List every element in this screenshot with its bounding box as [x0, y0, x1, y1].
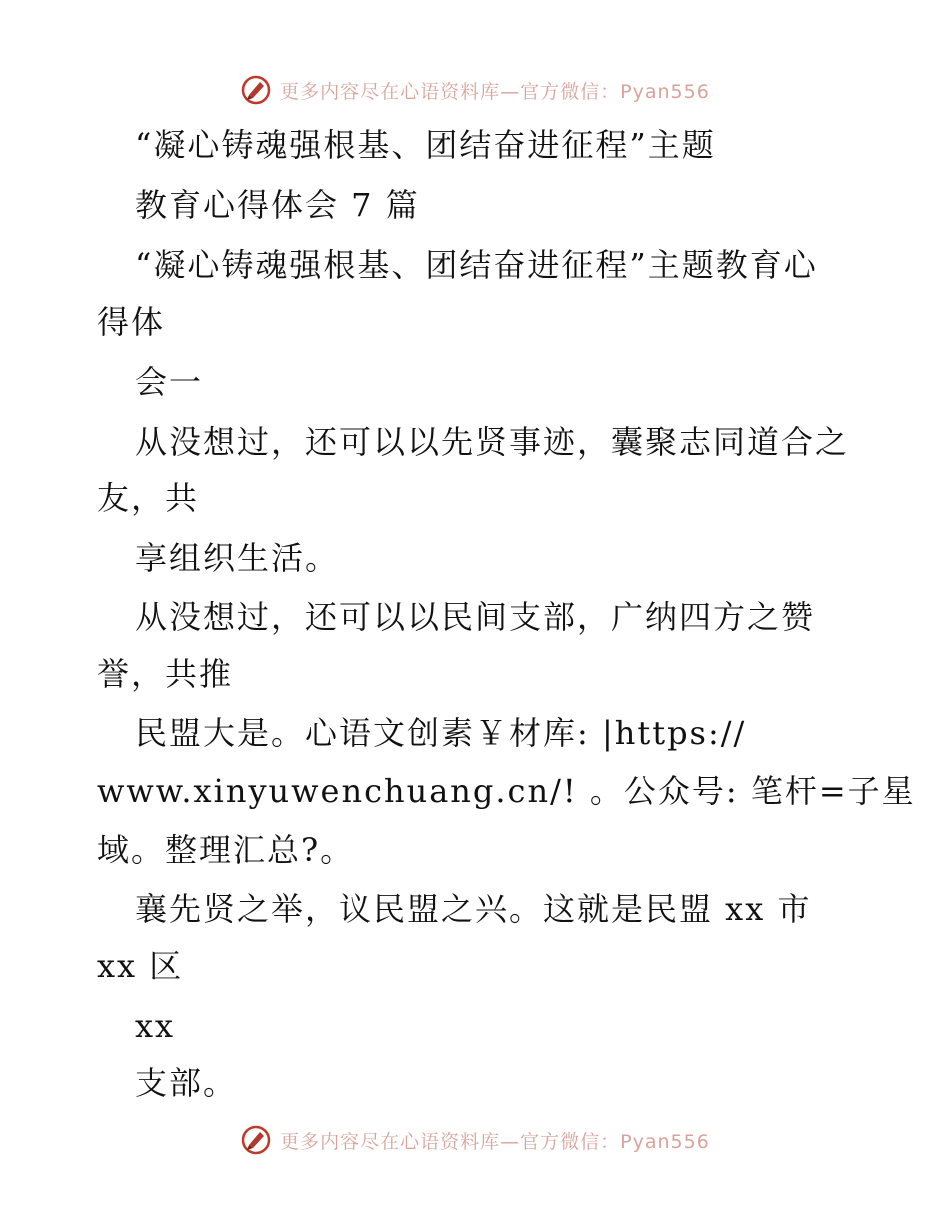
title-line-1: “凝心铸魂强根基、团结奋进征程”主题 [135, 126, 716, 164]
title-line-2: 教育心得体会 7 篇 [135, 186, 420, 224]
text-line: 民盟大是。心语文创素￥材库: |https:// [135, 714, 747, 752]
footer-watermark [0, 1120, 950, 1160]
text-line: 会一 [135, 363, 204, 401]
text-line: 享组织生活。 [135, 539, 340, 577]
text-line: “凝心铸魂强根基、团结奋进征程”主题教育心 [135, 246, 818, 284]
text-line: 友，共 [97, 479, 200, 517]
watermark-text: 更多内容尽在心语资料库—官方微信：Pyan556 [280, 80, 710, 103]
text-line: 从没想过，还可以以先贤事迹，囊聚志同道合之 [135, 423, 850, 461]
text-line: 从没想过，还可以以民间支部，广纳四方之赞 [135, 598, 816, 636]
text-line: 襄先贤之举，议民盟之兴。这就是民盟 xx 市 [135, 890, 812, 928]
brand-logo-icon [240, 1124, 272, 1156]
text-line: 支部。 [135, 1064, 238, 1102]
text-line: www.xinyuwenchuang.cn/! 。公众号: 笔杆=子星 [97, 772, 916, 810]
header-watermark [0, 70, 950, 110]
text-line: xx [135, 1007, 176, 1045]
watermark-text: 更多内容尽在心语资料库—官方微信：Pyan556 [280, 1130, 710, 1153]
text-line: 域。整理汇总?。 [97, 831, 355, 869]
text-line: 誉，共推 [97, 655, 234, 693]
brand-logo-icon [240, 74, 272, 106]
text-line: 得体 [97, 303, 166, 341]
text-line: xx 区 [97, 947, 184, 985]
